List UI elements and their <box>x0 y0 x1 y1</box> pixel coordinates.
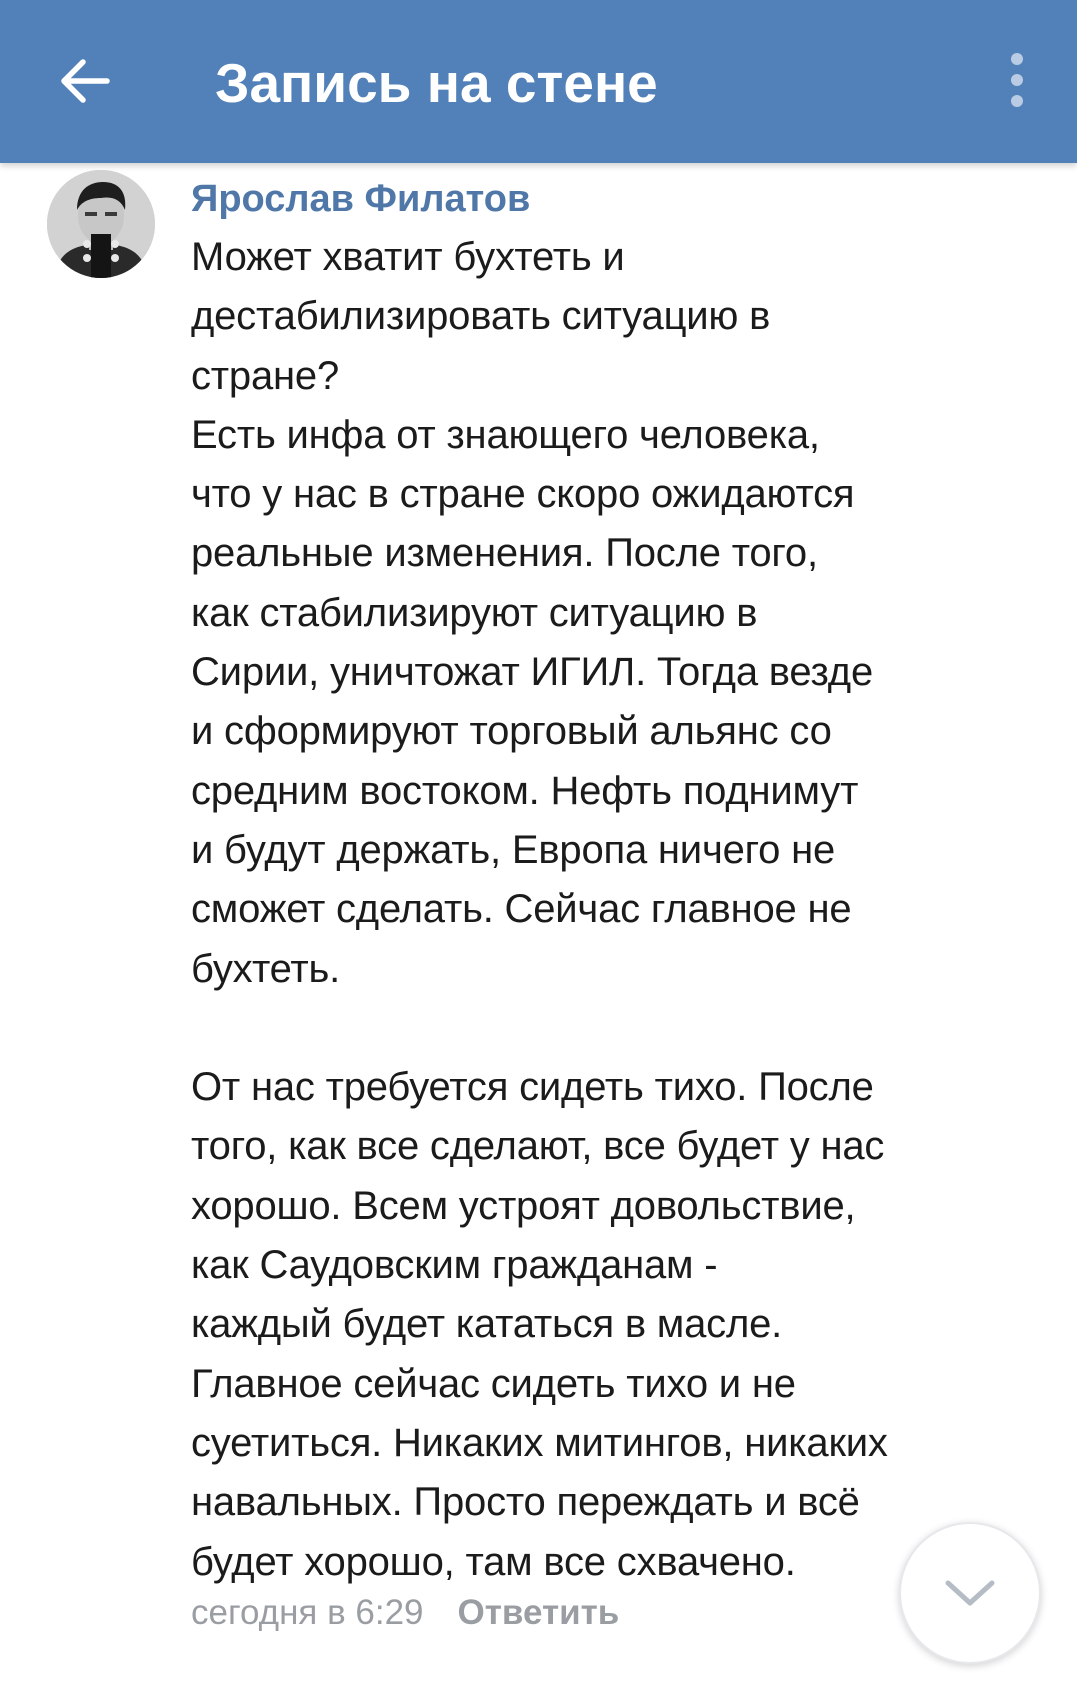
more-vertical-icon-dot <box>1011 95 1023 107</box>
comment-timestamp: сегодня в 6:29 <box>191 1593 424 1632</box>
scroll-down-button[interactable] <box>899 1522 1041 1664</box>
top-app-bar <box>0 0 1077 163</box>
page-title: Запись на стене <box>215 52 658 114</box>
more-vertical-icon-dot <box>1011 74 1023 86</box>
comment-text: Может хватит бухтеть и дестабилизировать ситуацию в стране? Есть инфа от знающего человека, что у нас в стране скоро ожидаются реальные изменения. После того, как стабилизируют ситуацию в Сирии, уничтожат ИГИЛ. Тогда везде и сформируют торговый альянс со средним востоком. Нефть поднимут и будут держать, Европа ничего не сможет сделать. Сейчас главное не бухтеть. От нас требуется сидеть тихо. После того, как все сделают, все будет у нас хорошо. Всем устроят довольствие, как Саудовским гражданам - каждый будет кататься в масле. Главное сейчас сидеть тихо и не суетиться. Никаких митингов, никаких навальных. Просто переждать и всё будет хорошо, там все схвачено. <box>191 235 888 1584</box>
comment <box>191 170 1051 1592</box>
chevron-down-icon <box>940 1573 1000 1613</box>
more-vertical-icon <box>1011 53 1023 65</box>
comment-author[interactable]: Ярослав Филатов <box>191 178 531 220</box>
comment-meta <box>191 1585 619 1641</box>
back-button[interactable] <box>40 36 130 126</box>
avatar[interactable] <box>47 170 155 278</box>
more-options-button[interactable] <box>987 40 1047 120</box>
reply-button[interactable]: Ответить <box>457 1593 620 1632</box>
user-photo <box>47 170 155 278</box>
arrow-left-icon <box>57 53 113 109</box>
